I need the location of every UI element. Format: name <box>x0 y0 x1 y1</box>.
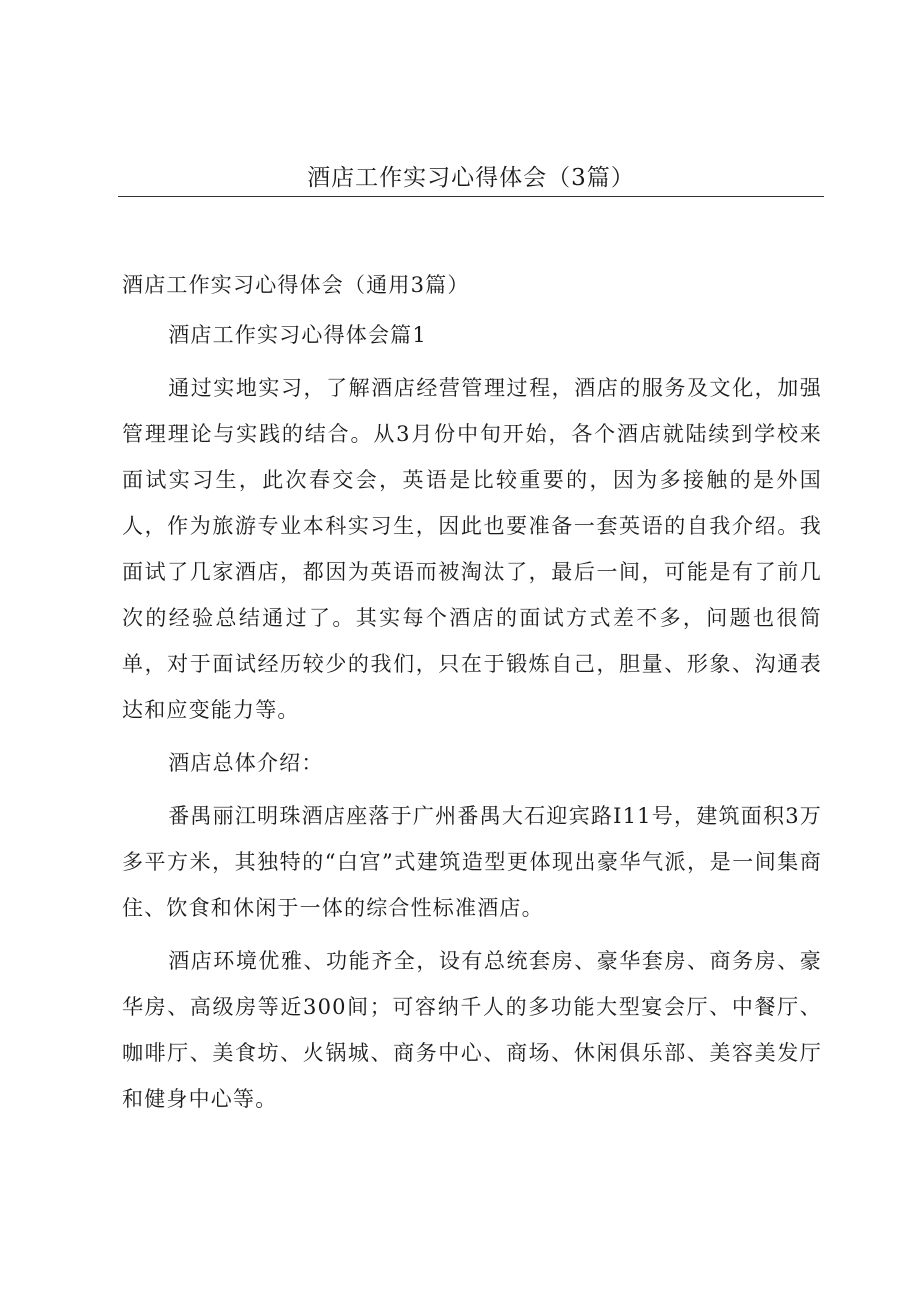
paragraph-hotel-location: 番禺丽江明珠酒店座落于广州番禺大石迎宾路I11号，建筑面积3万多平方米，其独特的“白宫”式建筑造型更体现出豪华气派，是一间集商住、饮食和休闲于一体的综合性标准酒店。 <box>122 804 822 920</box>
title-underline <box>118 196 824 197</box>
section-heading: 酒店工作实习心得体会篇1 <box>168 323 427 347</box>
paragraph-hotel-intro-heading: 酒店总体介绍： <box>168 751 324 775</box>
paragraph-internship: 通过实地实习，了解酒店经营管理过程，酒店的服务及文化，加强管理理论与实践的结合。从3月份中旬开始，各个酒店就陆续到学校来面试实习生，此次春交会，英语是比较重要的，因为多接触的是外国人，作为旅游专业本科实习生，因此也要准备一套英语的自我介绍。我面试了几家酒店，都因为英语而被淘汰了，最后一间，可能是有了前几次的经验总结通过了。其实每个酒店的面试方式差不多，问题也很简单，对于面试经历较少的我们，只在于锻炼自己，胆量、形象、沟通表达和应变能力等。 <box>122 376 822 722</box>
paragraph-hotel-facilities: 酒店环境优雅、功能齐全，设有总统套房、豪华套房、商务房、豪华房、高级房等近300间；可容纳千人的多功能大型宴会厅、中餐厅、咖啡厅、美食坊、火锅城、商务中心、商场、休闲俱乐部、美容美发厅和健身中心等。 <box>122 949 822 1111</box>
document-body <box>122 262 822 1122</box>
document-title: 酒店工作实习心得体会（3篇） <box>307 165 635 191</box>
document-subtitle: 酒店工作实习心得体会（通用3篇） <box>122 273 470 297</box>
